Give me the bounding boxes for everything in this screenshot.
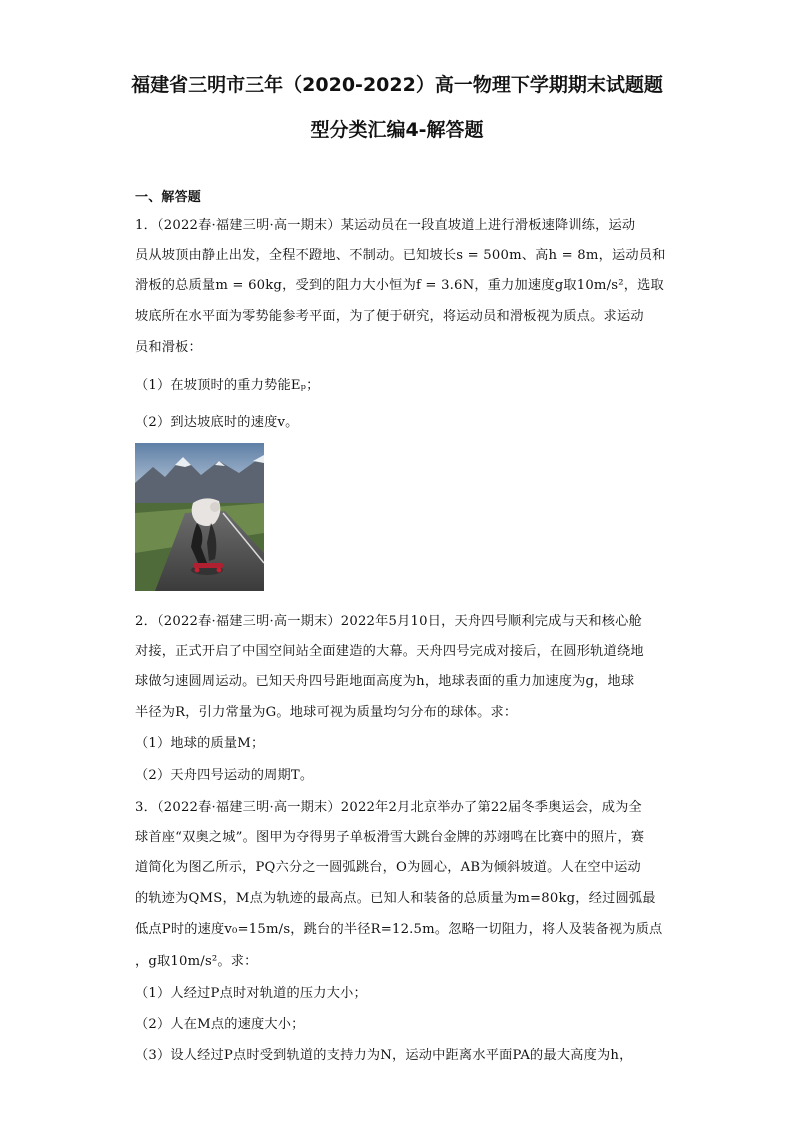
q3-part-1: （1）人经过P点时对轨道的压力大小；: [135, 986, 367, 1001]
q3-part-2: （2）人在M点的速度大小；: [135, 1017, 305, 1032]
q3-line: 低点P时的速度v₀=15m/s，跳台的半径R=12.5m。忽略一切阻力，将人及装备视为质点: [135, 922, 663, 937]
q3-line: 3．（2022春·福建三明·高一期末）2022年2月北京举办了第22届冬季奥运会，成为全: [135, 800, 642, 815]
q1-line: 员从坡顶由静止出发，全程不蹬地、不制动。已知坡长s = 500m、高h = 8m，运动员和: [135, 248, 666, 263]
q1-line: 滑板的总质量m = 60kg，受到的阻力大小恒为f = 3.6N，重力加速度g取10m/s²，选取: [135, 278, 664, 293]
q2-line: 球做匀速圆周运动。已知天舟四号距地面高度为h，地球表面的重力加速度为g，地球: [135, 674, 635, 689]
skateboarder-photo: [135, 443, 264, 591]
q1-part-2: （2）到达坡底时的速度v。: [135, 415, 299, 430]
q3-line: 道简化为图乙所示，PQ六分之一圆弧跳台，O为圆心，AB为倾斜坡道。人在空中运动: [135, 860, 641, 875]
q3-part-3: （3）设人经过P点时受到轨道的支持力为N，运动中距离水平面PA的最大高度为h，: [135, 1048, 633, 1063]
q1-line: 坡底所在水平面为零势能参考平面，为了便于研究，将运动员和滑板视为质点。求运动: [135, 309, 644, 324]
q1-part-1: （1）在坡顶时的重力势能Eₚ；: [135, 378, 320, 393]
section-heading: 一、解答题: [135, 190, 202, 205]
q3-line: ，g取10m/s²。求：: [135, 954, 258, 969]
q2-part-2: （2）天舟四号运动的周期T。: [135, 768, 314, 783]
q1-line: 员和滑板：: [135, 340, 202, 355]
q2-line: 对接，正式开启了中国空间站全面建造的大幕。天舟四号完成对接后，在圆形轨道绕地: [135, 644, 644, 659]
document-title-line-2: 型分类汇编4-解答题: [310, 119, 484, 141]
q3-line: 的轨迹为QMS，M点为轨迹的最高点。已知人和装备的总质量为m=80kg，经过圆弧最: [135, 891, 656, 906]
q2-line: 半径为R，引力常量为G。地球可视为质量均匀分布的球体。求：: [135, 705, 518, 720]
q1-line: 1．（2022春·福建三明·高一期末）某运动员在一段直坡道上进行滑板速降训练，运动: [135, 218, 636, 233]
q2-part-1: （1）地球的质量M；: [135, 736, 265, 751]
q2-line: 2．（2022春·福建三明·高一期末）2022年5月10日，天舟四号顺利完成与天和核心舱: [135, 614, 642, 629]
document-title-line-1: 福建省三明市三年（2020-2022）高一物理下学期期末试题题: [131, 74, 663, 96]
q3-line: 球首座“双奥之城”。图甲为夺得男子单板滑雪大跳台金牌的苏翊鸣在比赛中的照片，赛: [135, 830, 645, 845]
